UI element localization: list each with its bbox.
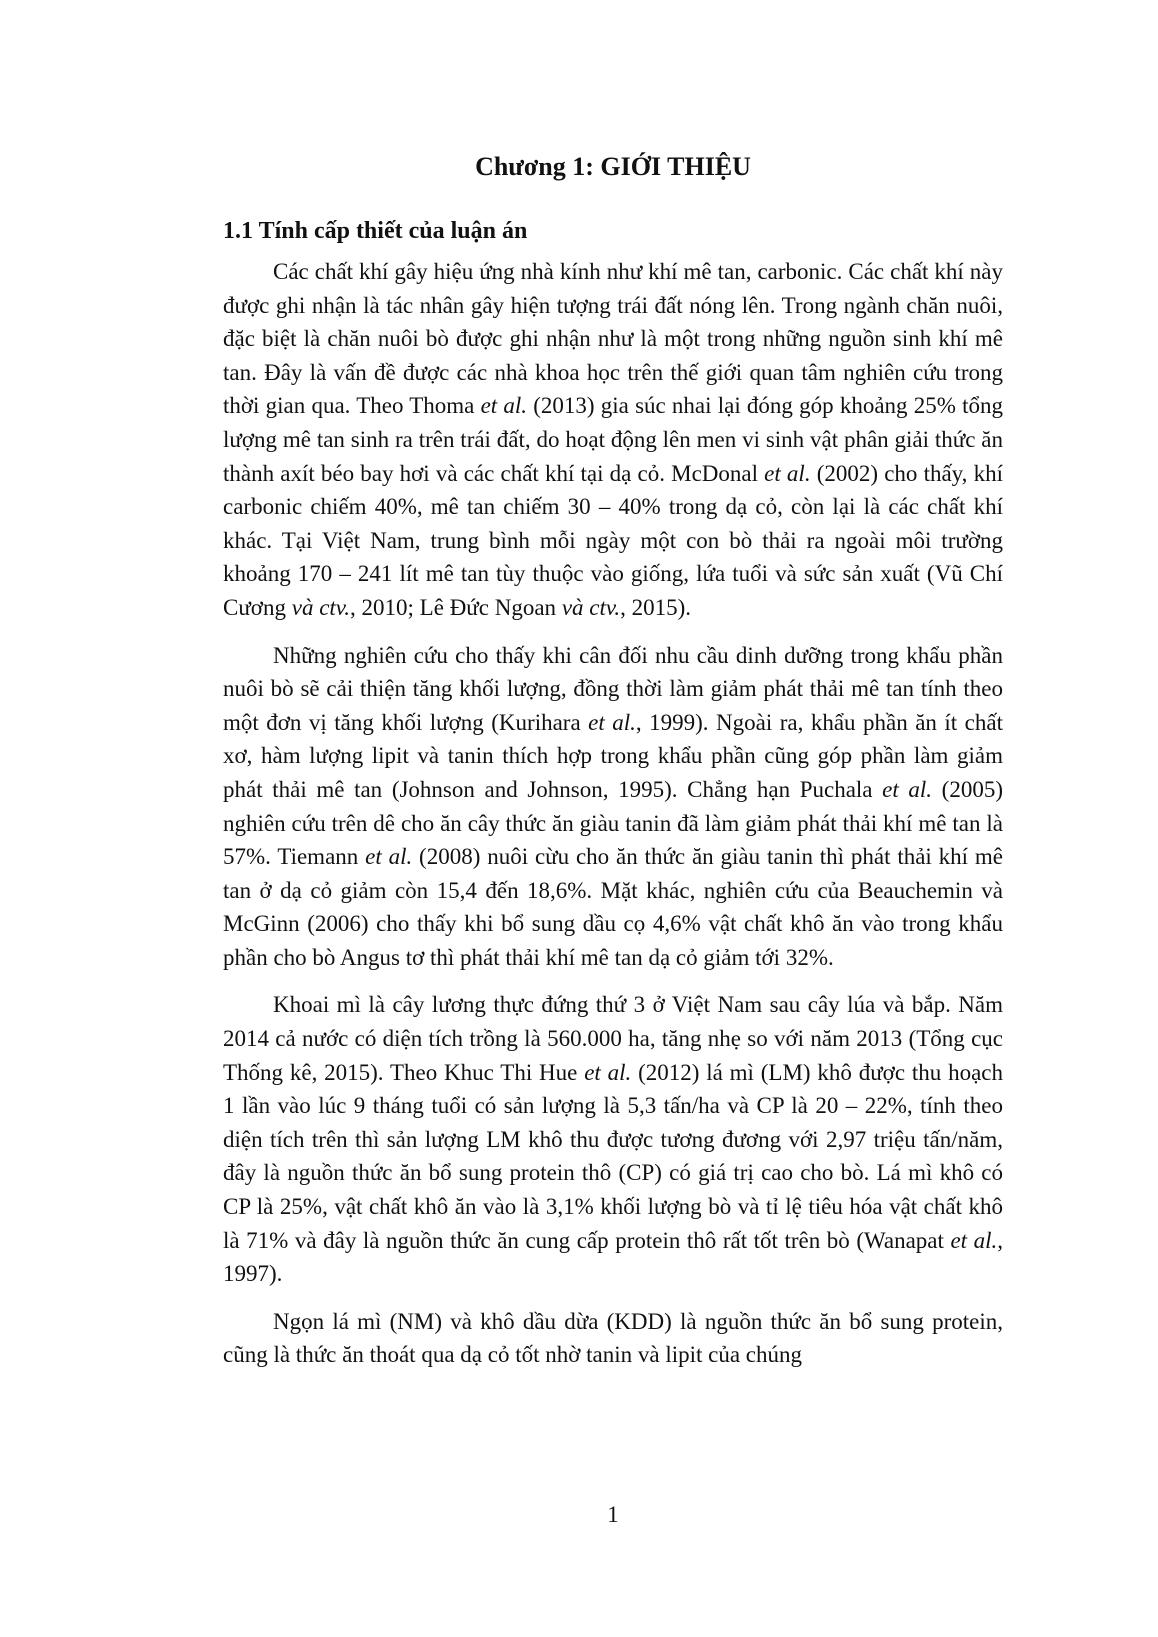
text-segment: (2005) nghiên cứu trên dê cho ăn cây thức ăn giàu tanin đã làm giảm phát thải khí mê tan là 57%. Tiemann: [223, 776, 1003, 870]
section-heading: 1.1 Tính cấp thiết của luận án: [223, 218, 528, 244]
paragraph: [223, 639, 1003, 975]
body-text: [223, 255, 1003, 1386]
italic-text: et al.: [584, 1059, 632, 1085]
italic-text: et al.: [764, 460, 811, 486]
chapter-title: Chương 1: GIỚI THIỆU: [475, 152, 751, 181]
italic-text: và ctv.: [291, 594, 351, 620]
text-segment: , 2015).: [620, 594, 692, 620]
italic-text: và ctv.: [561, 594, 621, 620]
text-segment: Các chất khí gây hiệu ứng nhà kính như khí mê tan, carbonic. Các chất khí này được ghi nhận là tác nhân gây hiện tượng trái đất nóng lên. Trong ngành chăn nuôi, đặc biệt là chăn nuôi bò được ghi nhận như là một trong những nguồn sinh khí mê tan. Đây là vấn đề được các nhà khoa học trên thế giới quan tâm nghiên cứu trong thời gian qua. Theo Thoma: [223, 259, 1003, 419]
text-segment: Ngọn lá mì (NM) và khô dầu dừa (KDD) là nguồn thức ăn bổ sung protein, cũng là thức ăn thoát qua dạ cỏ tốt nhờ tanin và lipit của chúng: [223, 1308, 1003, 1368]
text-segment: Những nghiên cứu cho thấy khi cân đối nhu cầu dinh dưỡng trong khẩu phần nuôi bò sẽ cải thiện tăng khối lượng, đồng thời làm giảm phát thải mê tan tính theo một đơn vị tăng khối lượng (Kurihara: [223, 642, 1003, 735]
text-segment: Khoai mì là cây lương thực đứng thứ 3 ở Việt Nam sau cây lúa và bắp. Năm 2014 cả nước có diện tích trồng là 560.000 ha, tăng nhẹ so với năm 2013 (Tổng cục Thống kê, 2015). Theo Khuc Thi Hue: [223, 992, 1003, 1085]
text-segment: , 1999). Ngoài ra, khẩu phần ăn ít chất xơ, hàm lượng lipit và tanin thích hợp trong khẩu phần cũng góp phần làm giảm phát thải mê tan (Johnson and Johnson, 1995). Chẳng hạn Puchala: [223, 709, 1003, 802]
text-segment: (2008) nuôi cừu cho ăn thức ăn giàu tanin thì phát thải khí mê tan ở dạ cỏ giảm còn 15,4 đến 18,6%. Mặt khác, nghiên cứu của Beauchemin và McGinn (2006) cho thấy khi bổ sung dầu cọ 4,6% vật chất khô ăn vào trong khẩu phần cho bò Angus tơ thì phát thải khí mê tan dạ cỏ giảm tới 32%.: [223, 844, 1003, 970]
paragraph: [223, 1305, 1003, 1372]
text-segment: (2012) lá mì (LM) khô được thu hoạch 1 lần vào lúc 9 tháng tuổi có sản lượng là 5,3 tấn/ha và CP là 20 – 22%, tính theo diện tích trên thì sản lượng LM khô thu được tương đương với 2,97 triệu tấn/năm, đây là nguồn thức ăn bổ sung protein thô (CP) có giá trị cao cho bò. Lá mì khô có CP là 25%, vật chất khô ăn vào là 3,1% khối lượng bò và tỉ lệ tiêu hóa vật chất khô là 71% và đây là nguồn thức ăn cung cấp protein thô rất tốt trên bò (Wanapat: [223, 1059, 1003, 1253]
italic-text: et al.: [480, 393, 528, 419]
page-number: 1: [607, 1502, 619, 1527]
text-segment: (2013) gia súc nhai lại đóng góp khoảng 25% tổng lượng mê tan sinh ra trên trái đất, do hoạt động lên men vi sinh vật phân giải thức ăn thành axít béo bay hơi và các chất khí tại dạ cỏ. McDonal: [223, 393, 1003, 486]
text-segment: , 2010; Lê Đức Ngoan: [350, 594, 562, 620]
paragraph: [223, 988, 1003, 1290]
text-segment: , 1997).: [223, 1227, 1003, 1287]
text-segment: (2002) cho thấy, khí carbonic chiếm 40%, mê tan chiếm 30 – 40% trong dạ cỏ, còn lại là các chất khí khác. Tại Việt Nam, trung bình mỗi ngày một con bò thải ra ngoài môi trường khoảng 170 – 241 lít mê tan tùy thuộc vào giống, lứa tuổi và sức sản xuất (Vũ Chí Cương: [223, 460, 1003, 620]
paragraph: [223, 255, 1003, 625]
italic-text: et al.: [365, 844, 413, 870]
italic-text: et al.: [588, 709, 636, 735]
italic-text: et al.: [882, 776, 933, 802]
italic-text: et al.: [950, 1227, 998, 1253]
